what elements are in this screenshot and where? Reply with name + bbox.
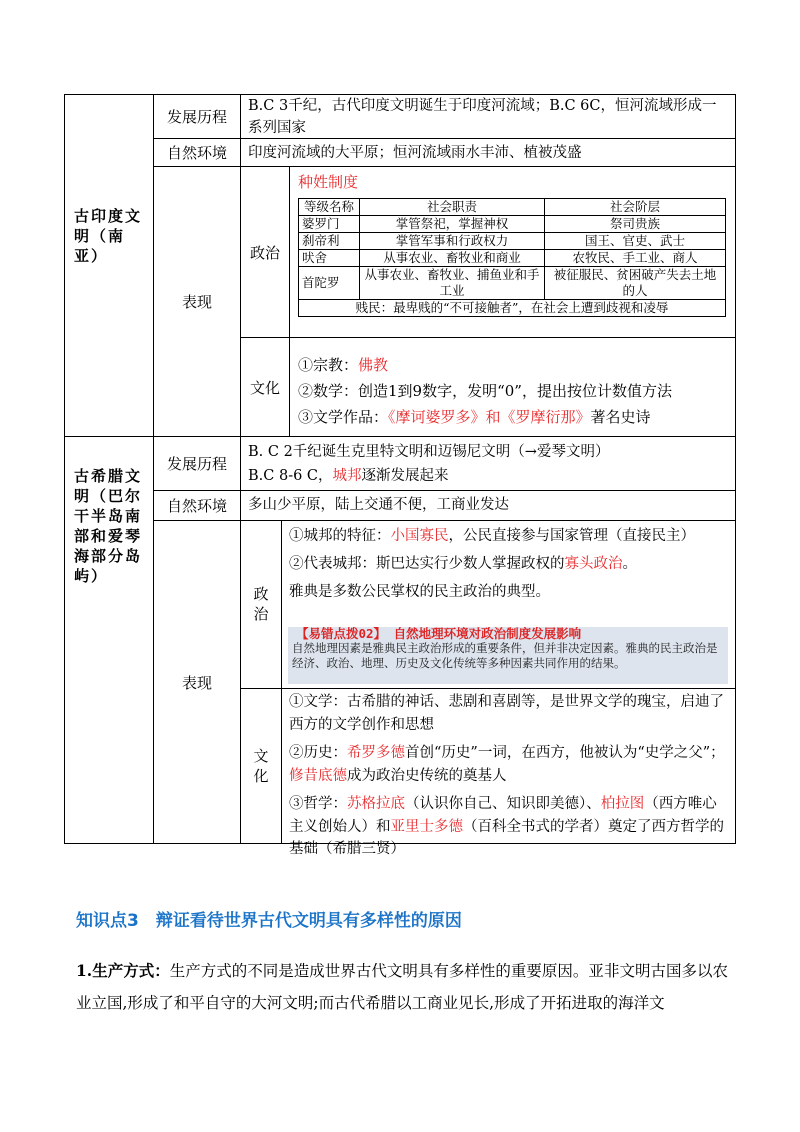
india-development-text: B.C 3千纪，古代印度文明诞生于印度河流域；B.C 6C，恒河流域形成一系列国家	[248, 98, 717, 136]
india-performance-label: 表现	[181, 293, 212, 311]
tip-body: 自然地理因素是雅典民主政治形成的重要条件，但并非决定因素。雅典的民主政治是经济、政治、地理、历史及文化传统等多种因素共同作用的结果。	[292, 641, 718, 670]
table-row	[299, 300, 726, 317]
greece-politics-list	[289, 524, 729, 604]
table-row: 吠舍 从事农业、畜牧业和商业 农牧民、手工业、商人	[299, 250, 726, 267]
greece-politics-2: ②代表城邦：斯巴达实行少数人掌握政权的寡头政治。	[289, 556, 637, 572]
paragraph-text: 生产方式的不同是造成世界古代文明具有多样性的重要原因。亚非文明古国多以农业立国,形成了和平自守的大河文明;而古代希腊以工商业见长,形成了开拓进取的海洋文	[76, 962, 728, 1012]
india-culture-label: 文化	[249, 378, 280, 397]
table-row: 刹帝利 掌管军事和行政权力 国王、官吏、武士	[299, 233, 726, 250]
greece-politics-1: ①城邦的特征：小国寡民，公民直接参与国家管理（直接民主）	[289, 528, 695, 544]
table-row: 首陀罗 从事农业、畜牧业、捕鱼业和手工业 被征服民、贫困破产失去土地的人	[299, 267, 726, 300]
india-religion: ①宗教：佛教	[298, 356, 389, 374]
caste-footer: 贱民：最卑贱的“不可接触者”，在社会上遭到歧视和凌辱	[299, 300, 726, 317]
caste-header-name: 等级名称	[299, 199, 360, 216]
india-region-label: 古印度文明（南亚）	[74, 207, 143, 265]
table-row: 婆罗门 掌管祭祀，掌握神权 祭司贵族	[299, 216, 726, 233]
india-culture-list	[298, 352, 730, 430]
greece-culture-label: 文 化	[253, 747, 269, 785]
section-title: 知识点3 辩证看待世界古代文明具有多样性的原因	[76, 911, 462, 931]
india-math: ②数学：创造1到9数字，发明“0”，提出按位计数值方法	[298, 382, 672, 400]
greece-literature: ①文学：古希腊的神话、悲剧和喜剧等，是世界文学的瑰宝，启迪了西方的文学创作和思想	[289, 694, 724, 733]
greece-region-label: 古希腊文明（巴尔干半岛南部和爱琴海部分岛屿）	[74, 467, 143, 585]
greece-performance-label: 表现	[181, 673, 212, 692]
paragraph-label: 1.生产方式：	[76, 961, 170, 980]
greece-politics-3: 雅典是多数公民掌权的民主政治的典型。	[289, 584, 550, 600]
greece-history: ②历史：希罗多德首创“历史”一词，在西方，他被认为“史学之父”；修昔底德成为政治史传统的奠基人	[289, 745, 725, 784]
section-paragraph	[76, 955, 728, 1019]
india-environment-text: 印度河流域的大平原；恒河流域雨水丰沛、植被茂盛	[248, 145, 582, 161]
tip-title: 【易错点拨02】 自然地理环境对政治制度发展影响	[296, 626, 582, 641]
caste-table	[298, 198, 726, 317]
caste-header-class: 社会阶层	[545, 199, 726, 216]
india-literature: ③文学作品：《摩诃婆罗多》和《罗摩衍那》著名史诗	[298, 408, 651, 426]
india-development-label: 发展历程	[166, 108, 227, 126]
greece-culture-list	[289, 691, 729, 861]
india-environment-label: 自然环境	[166, 144, 227, 162]
greece-philosophy: ③哲学：苏格拉底（认识你自己、知识即美德）、柏拉图（西方唯心主义创始人）和亚里士多德（百科全书式的学者）奠定了西方哲学的基础（希腊三贤）	[289, 796, 724, 857]
caste-system-title: 种姓制度	[298, 173, 359, 191]
india-politics-label: 政治	[249, 243, 280, 262]
greece-development-text: B. C 2千纪诞生克里特文明和迈锡尼文明（→爱琴文明） B.C 8-6 C，城邦逐渐发展起来	[248, 444, 610, 484]
greece-development-label: 发展历程	[166, 455, 227, 473]
greece-politics-label: 政 治	[253, 585, 269, 623]
greece-environment-text: 多山少平原，陆上交通不便，工商业发达	[248, 497, 509, 513]
caste-header-duty: 社会职责	[360, 199, 545, 216]
greece-environment-label: 自然环境	[166, 497, 227, 515]
